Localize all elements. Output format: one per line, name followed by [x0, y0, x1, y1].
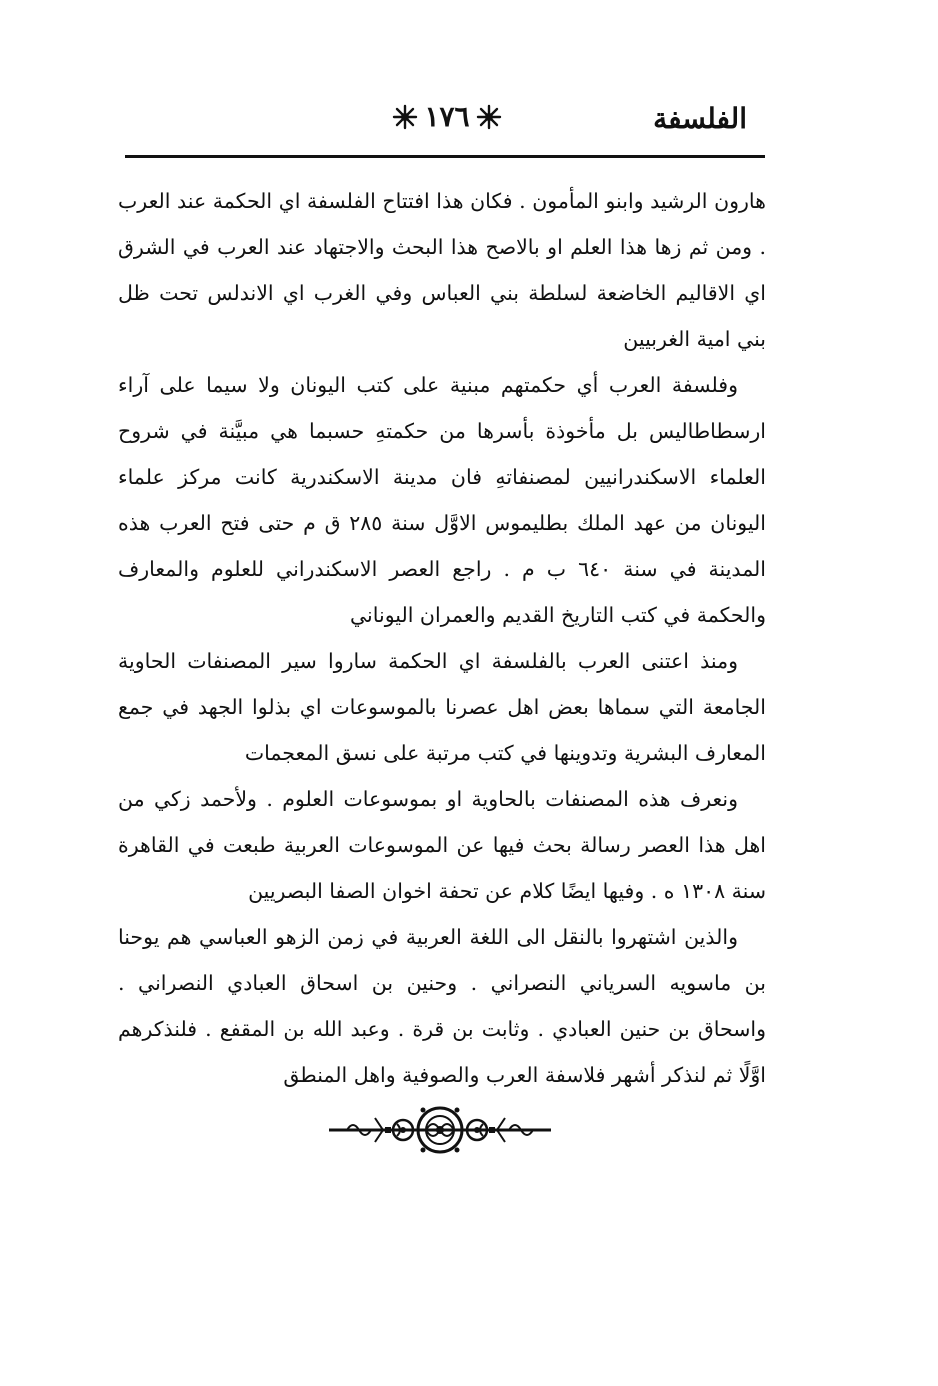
paragraph: هارون الرشيد وابنو المأمون . فكان هذا افتتاح الفلسفة اي الحكمة عند العرب . ومن ثم زها هذا العلم او بالاصح هذا البحث والاجتهاد عند العرب في الشرق اي الاقاليم الخاضعة لسلطة بني العباس وفي الغرب اي الاندلس تحت ظل بني امية الغربيين: [118, 189, 766, 351]
paragraph: والذين اشتهروا بالنقل الى اللغة العربية في زمن الزهو العباسي هم يوحنا بن ماسويه السرياني النصراني . وحنين بن اسحاق العبادي النصراني . واسحاق بن حنين العبادي . وثابت بن قرة . وعبد الله بن المقفع . فلنذكرهم اوَّلًا ثم لنذكر أشهر فلاسفة العرب والصوفية واهل المنطق: [118, 925, 766, 1087]
running-title: الفلسفة: [653, 102, 747, 135]
arabesque-tailpiece-icon: [327, 1100, 553, 1164]
asterisk-ornament-icon: [392, 104, 418, 130]
page-number: ١٧٦: [424, 100, 470, 133]
paragraph: ومنذ اعتنى العرب بالفلسفة اي الحكمة ساروا سير المصنفات الحاوية الجامعة التي سماها بعض اهل عصرنا بالموسوعات اي بذلوا الجهد في جمع المعارف البشرية وتدوينها في كتب مرتبة على نسق المعجمات: [118, 649, 766, 765]
page-header: [125, 92, 765, 152]
page-number-group: [387, 100, 507, 133]
asterisk-ornament-icon: [476, 104, 502, 130]
body-text: [118, 178, 766, 1098]
header-rule: [125, 155, 765, 158]
paragraph: وفلسفة العرب أي حكمتهم مبنية على كتب اليونان ولا سيما على آراء ارسطاطاليس بل مأخوذة بأسرها من حكمتهِ حسبما هي مبيَّنة في شروح العلماء الاسكندرانيين لمصنفاتهِ فان مدينة الاسكندرية كانت مركز علماء اليونان من عهد الملك بطليموس الاوَّل سنة ٢٨٥ ق م حتى فتح العرب هذه المدينة في سنة ٦٤٠ ب م . راجع العصر الاسكندراني للعلوم والمعارف والحكمة في كتب التاريخ القديم والعمران اليوناني: [118, 373, 766, 627]
paragraph: ونعرف هذه المصنفات بالحاوية او بموسوعات العلوم . ولأحمد زكي من اهل هذا العصر رسالة بحث فيها عن الموسوعات العربية طبعت في القاهرة سنة ١٣٠٨ ه . وفيها ايضًا كلام عن تحفة اخوان الصفا البصريين: [118, 787, 766, 903]
